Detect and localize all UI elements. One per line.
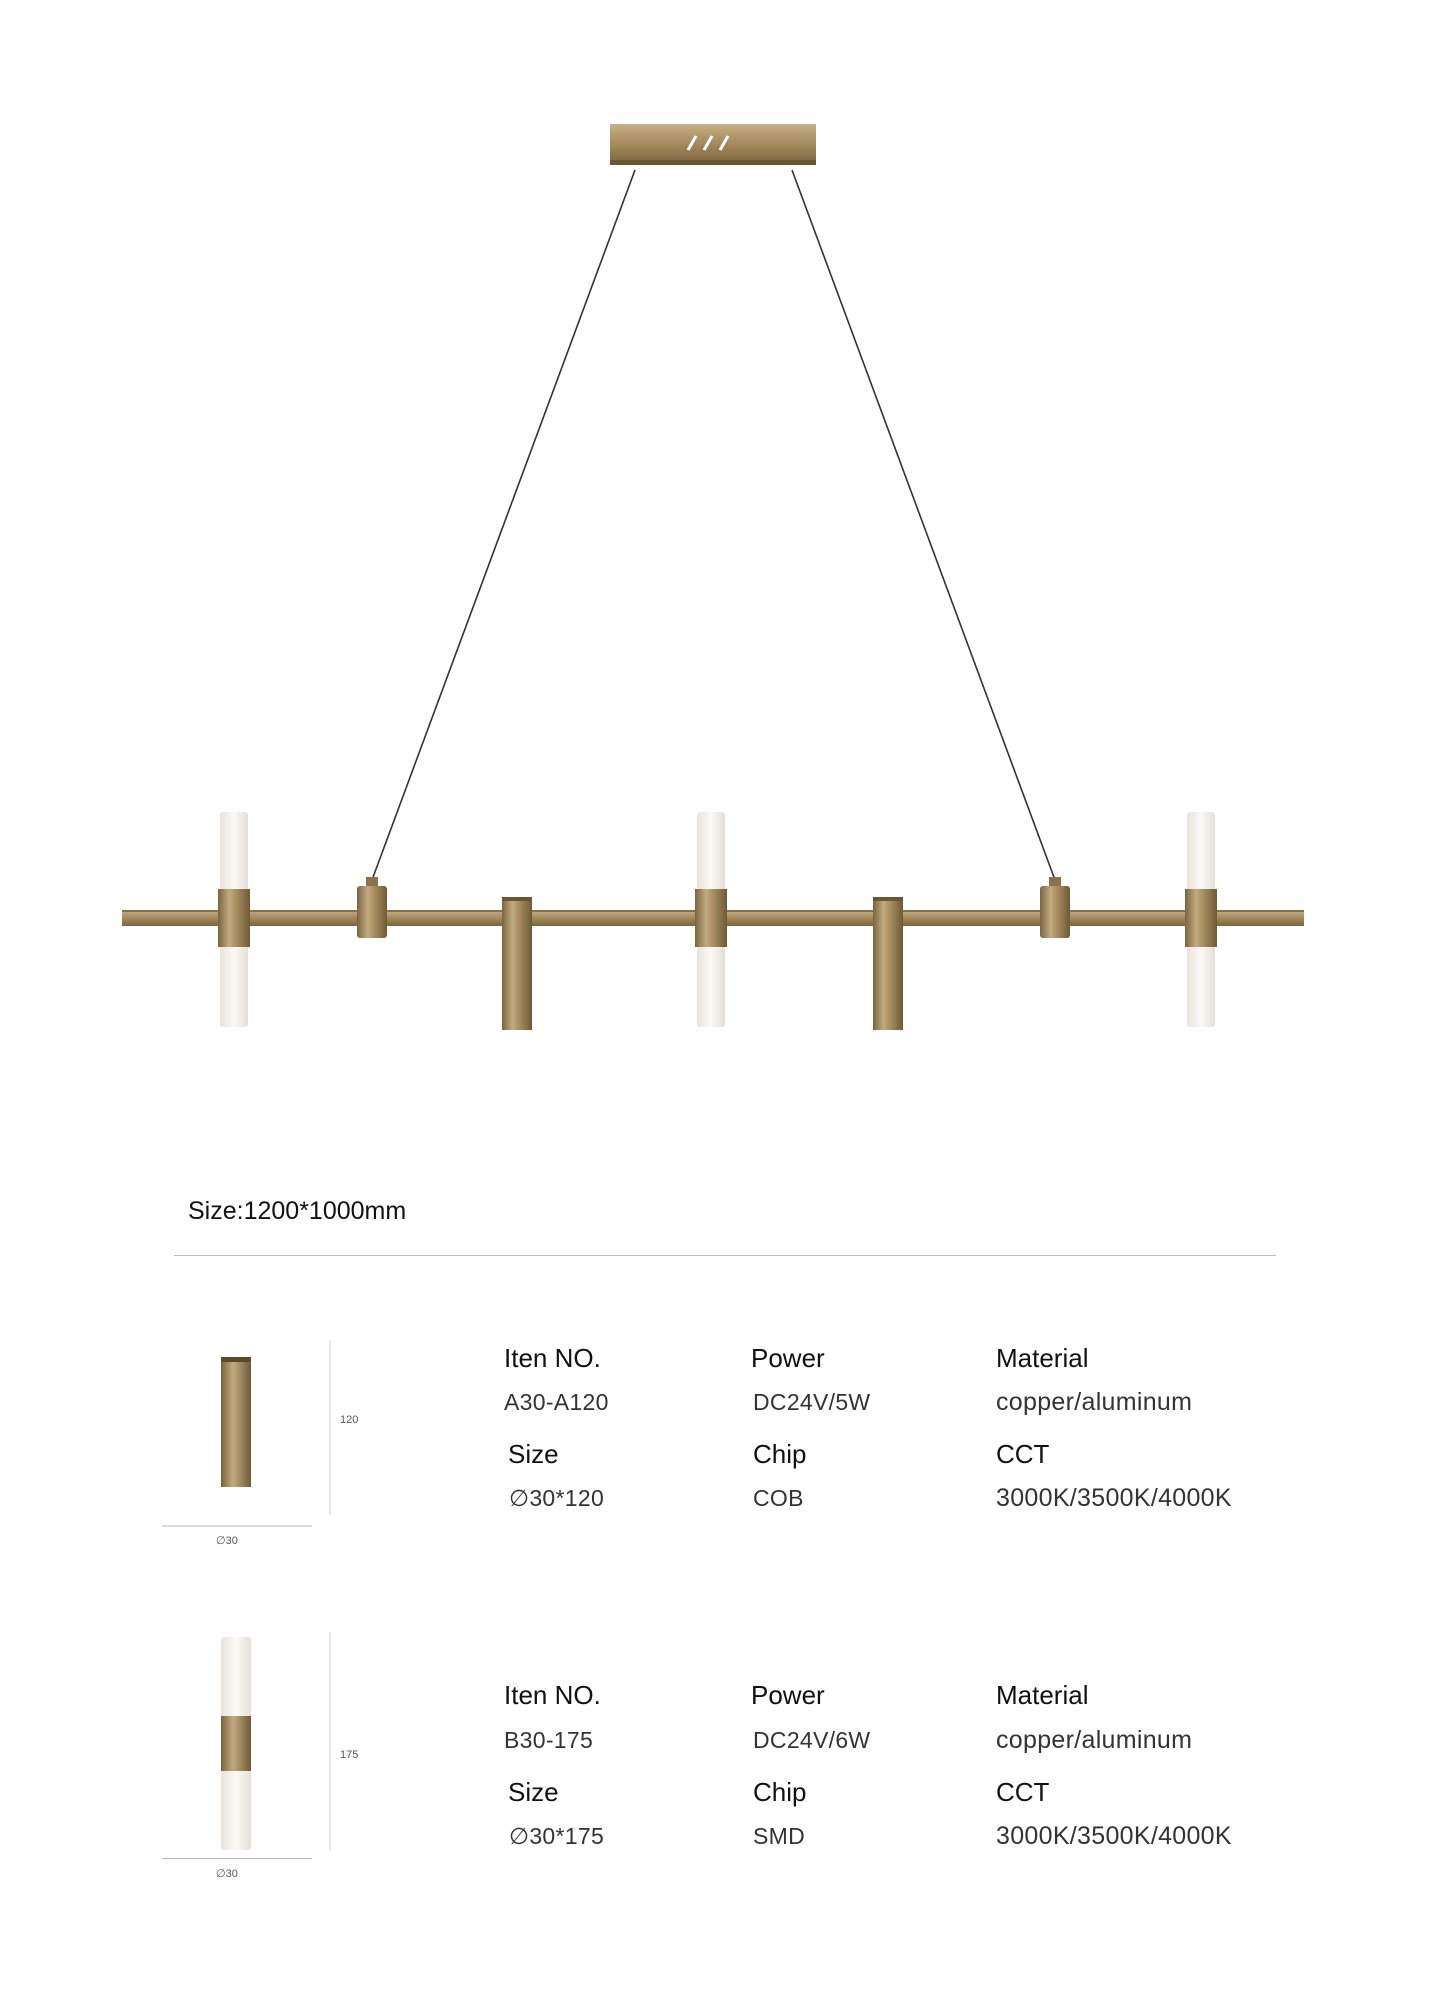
diameter-dimension: ∅30 [216, 1868, 238, 1880]
material-value: copper/aluminum [996, 1726, 1193, 1754]
product-thumbnail-a [160, 1330, 360, 1560]
size-label: Size:1200*1000mm [188, 1197, 407, 1225]
chip-value: COB [753, 1485, 804, 1511]
cct-value: 3000K/3500K/4000K [996, 1484, 1232, 1512]
chip-value: SMD [753, 1823, 806, 1849]
item-no-label: Iten NO. [504, 1680, 601, 1710]
product-thumbnail-b [160, 1630, 360, 1890]
item-no-label: Iten NO. [504, 1343, 601, 1373]
tube-light-diagram [160, 1630, 360, 1860]
material-label: Material [996, 1343, 1089, 1373]
downlight-diagram [160, 1330, 360, 1560]
power-value: DC24V/6W [753, 1727, 871, 1753]
power-label: Power [751, 1680, 825, 1710]
diameter-dimension: ∅30 [216, 1535, 238, 1547]
chip-label: Chip [753, 1439, 807, 1469]
suspension-wire-left [372, 170, 635, 880]
cct-label: CCT [996, 1777, 1050, 1807]
dimension-line [162, 1858, 312, 1859]
divider [174, 1255, 1276, 1256]
suspension-wire-right [792, 170, 1055, 880]
item-no-value: A30-A120 [504, 1389, 609, 1415]
power-label: Power [751, 1343, 825, 1373]
height-dimension: 120 [340, 1414, 359, 1426]
ceiling-canopy [610, 124, 816, 165]
power-value: DC24V/5W [753, 1389, 871, 1415]
cct-value: 3000K/3500K/4000K [996, 1822, 1232, 1850]
material-value: copper/aluminum [996, 1388, 1193, 1416]
material-label: Material [996, 1680, 1089, 1710]
size-spec-value: ∅30*120 [509, 1485, 605, 1511]
size-spec-label: Size [508, 1439, 559, 1469]
height-dimension: 175 [340, 1749, 359, 1761]
cct-label: CCT [996, 1439, 1050, 1469]
chip-label: Chip [753, 1777, 807, 1807]
item-no-value: B30-175 [504, 1727, 594, 1753]
size-spec-label: Size [508, 1777, 559, 1807]
size-spec-value: ∅30*175 [509, 1823, 605, 1849]
